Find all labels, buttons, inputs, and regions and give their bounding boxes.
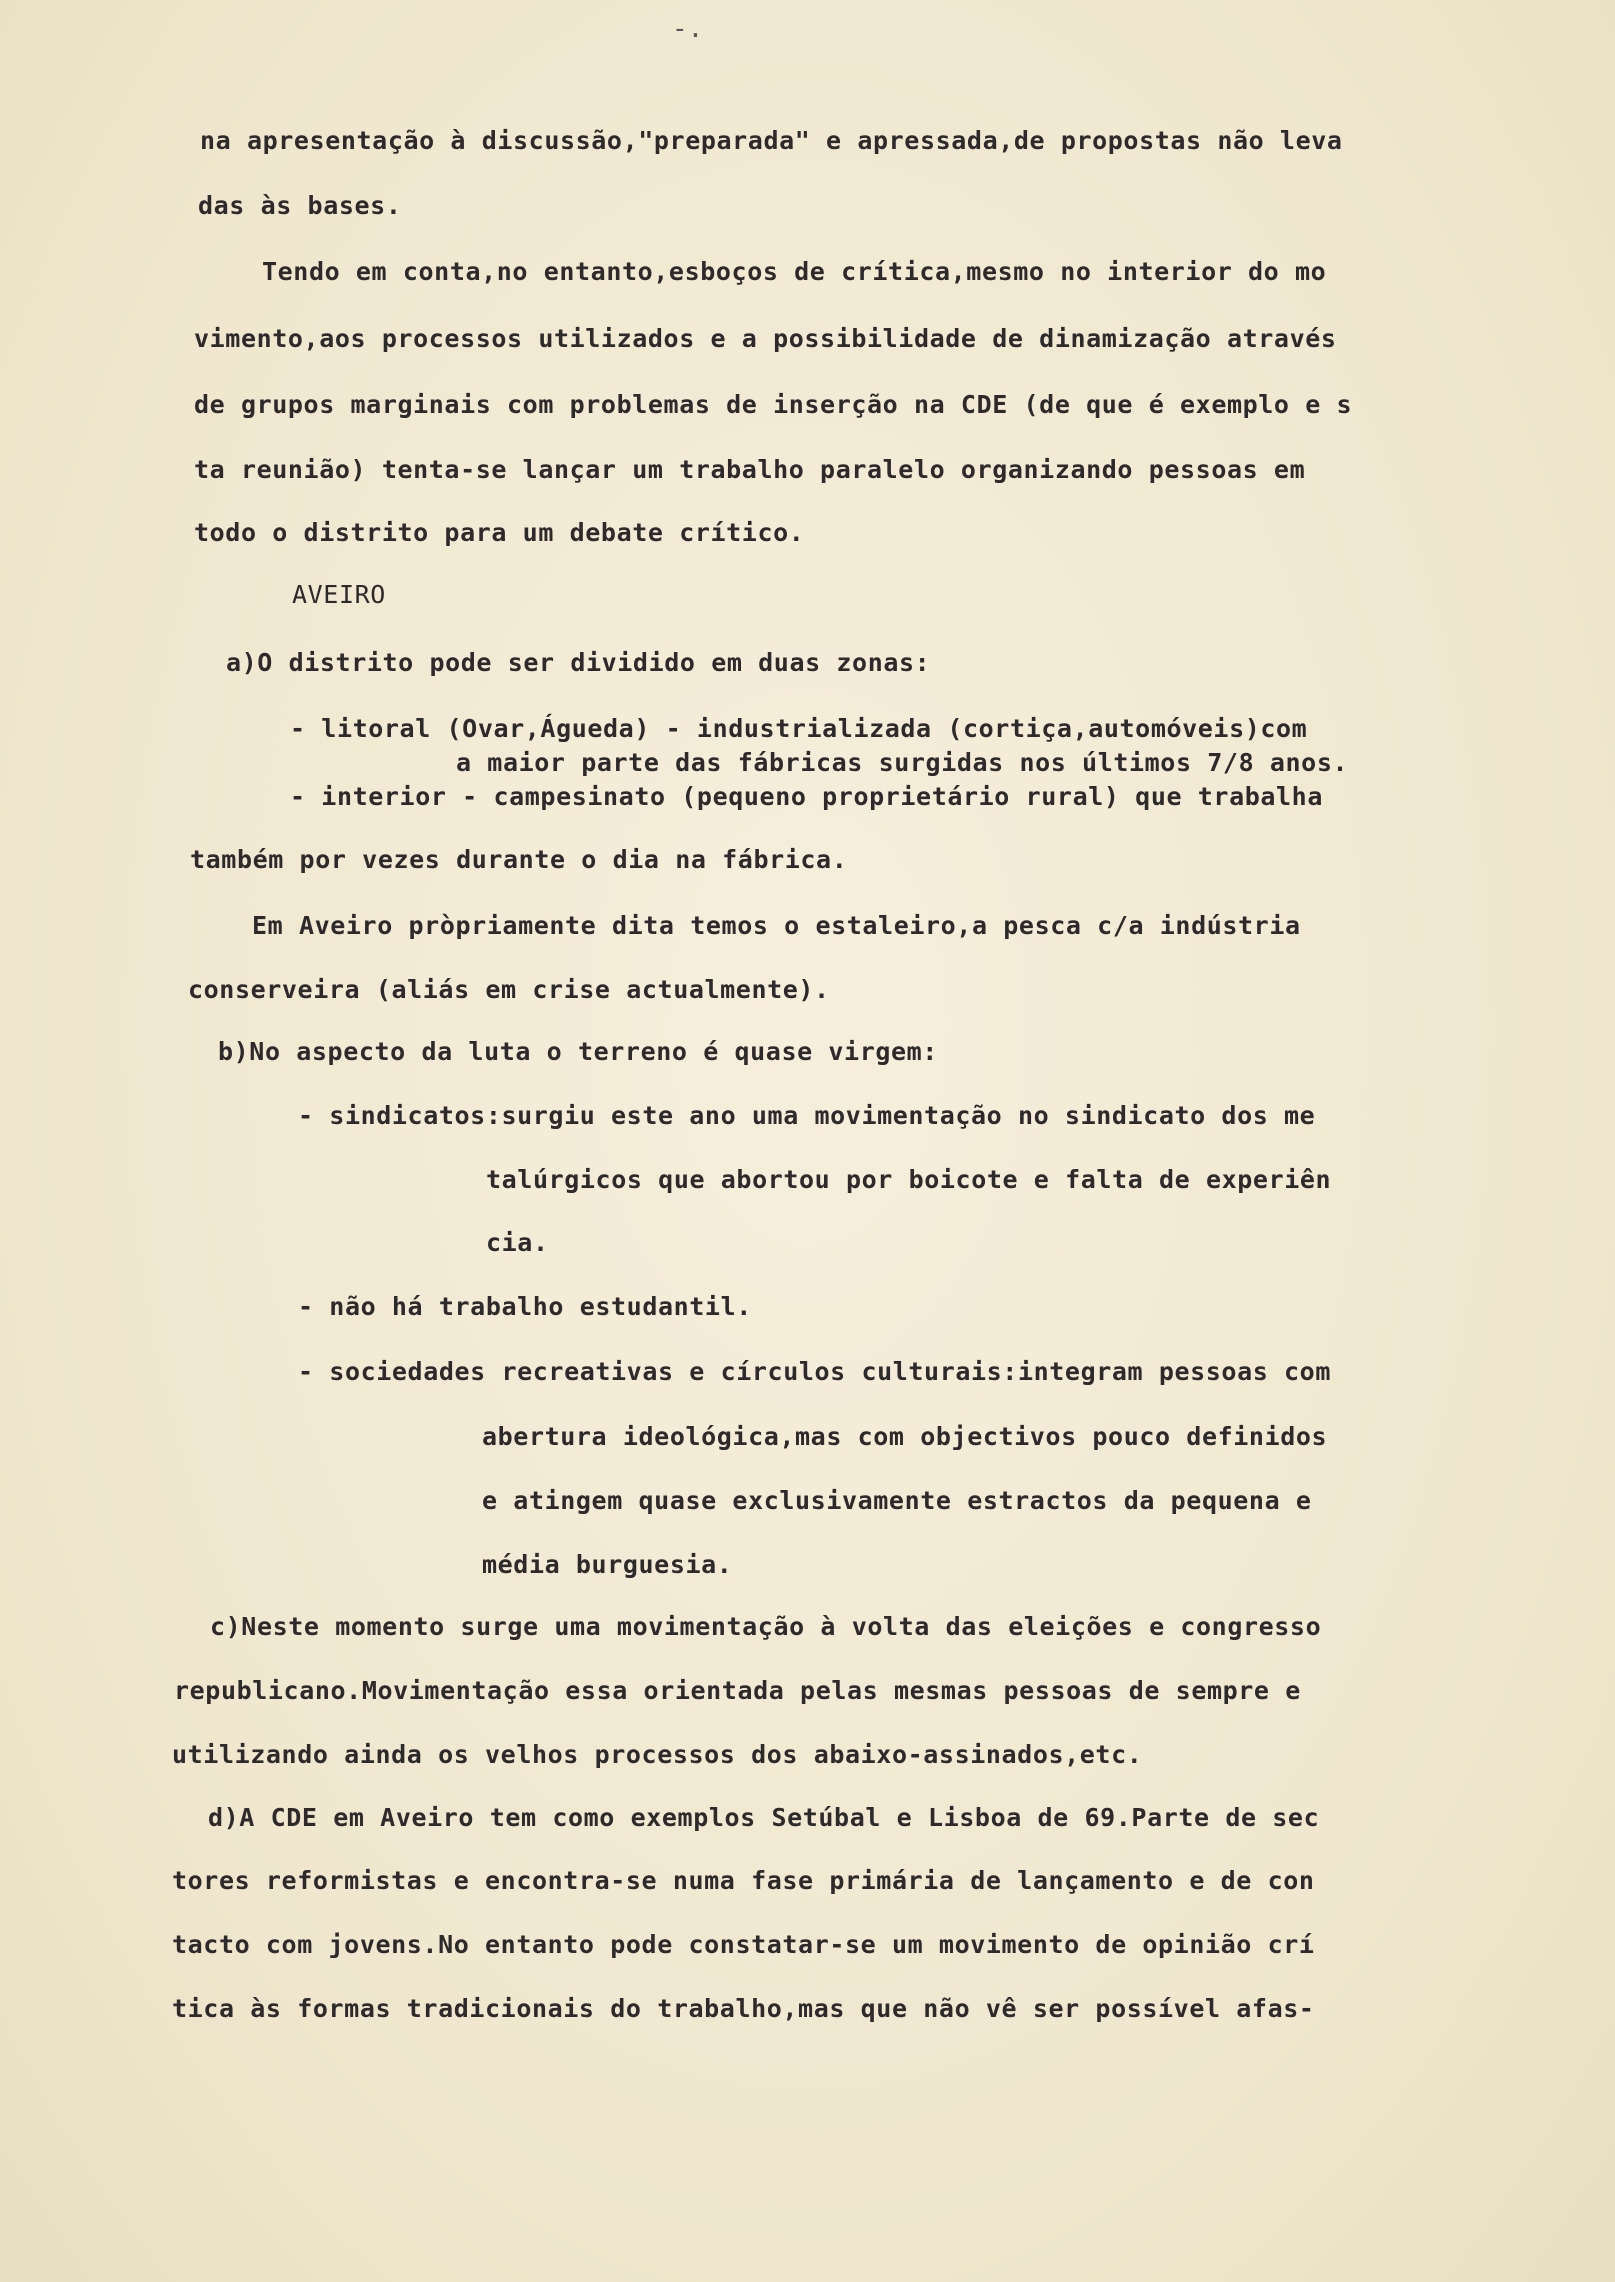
list-item: - sociedades recreativas e círculos culturais:integram pessoas com xyxy=(298,1357,1331,1386)
text-line: utilizando ainda os velhos processos dos abaixo-assinados,etc. xyxy=(172,1740,1143,1769)
text-line: das às bases. xyxy=(198,191,402,220)
text-line: a)O distrito pode ser dividido em duas zonas: xyxy=(226,648,931,677)
text-line: c)Neste momento surge uma movimentação à volta das eleições e congresso xyxy=(210,1612,1322,1641)
list-item-continuation: talúrgicos que abortou por boicote e falta de experiên xyxy=(486,1165,1332,1194)
list-item-continuation: abertura ideológica,mas com objectivos pouco definidos xyxy=(482,1422,1328,1451)
text-line: Em Aveiro pròpriamente dita temos o estaleiro,a pesca c/a indústria xyxy=(252,911,1301,940)
list-item: - não há trabalho estudantil. xyxy=(298,1292,752,1321)
text-line: ta reunião) tenta-se lançar um trabalho paralelo organizando pessoas em xyxy=(194,455,1306,484)
text-line: d)A CDE em Aveiro tem como exemplos Setúbal e Lisboa de 69.Parte de sec xyxy=(208,1803,1320,1832)
list-item: - interior - campesinato (pequeno proprietário rural) que trabalha xyxy=(290,782,1323,811)
list-item-continuation: cia. xyxy=(486,1228,549,1257)
text-line: na apresentação à discussão,"preparada" e apressada,de propostas não leva xyxy=(200,126,1343,155)
text-line: de grupos marginais com problemas de inserção na CDE (de que é exemplo e s xyxy=(194,390,1353,419)
text-line: vimento,aos processos utilizados e a possibilidade de dinamização através xyxy=(194,324,1337,353)
list-item: - litoral (Ovar,Águeda) - industrializada (cortiça,automóveis)com xyxy=(290,714,1308,743)
list-item-continuation: e atingem quase exclusivamente estractos da pequena e xyxy=(482,1486,1312,1515)
section-heading: AVEIRO xyxy=(292,580,386,609)
text-line: também por vezes durante o dia na fábrica. xyxy=(190,845,848,874)
text-line: tica às formas tradicionais do trabalho,mas que não vê ser possível afas- xyxy=(172,1994,1315,2023)
list-item: - sindicatos:surgiu este ano uma movimentação no sindicato dos me xyxy=(298,1101,1316,1130)
list-item-continuation: a maior parte das fábricas surgidas nos últimos 7/8 anos. xyxy=(456,748,1349,777)
text-line: tacto com jovens.No entanto pode constatar-se um movimento de opinião crí xyxy=(172,1930,1315,1959)
text-line: tores reformistas e encontra-se numa fase primária de lançamento e de con xyxy=(172,1866,1315,1895)
text-line: b)No aspecto da luta o terreno é quase virgem: xyxy=(218,1037,938,1066)
text-line: conserveira (aliás em crise actualmente). xyxy=(188,975,830,1004)
text-line: Tendo em conta,no entanto,esboços de crítica,mesmo no interior do mo xyxy=(262,257,1327,286)
page-mark: -. xyxy=(672,14,704,44)
text-line: republicano.Movimentação essa orientada pelas mesmas pessoas de sempre e xyxy=(174,1676,1301,1705)
text-line: todo o distrito para um debate crítico. xyxy=(194,518,805,547)
list-item-continuation: média burguesia. xyxy=(482,1550,733,1579)
